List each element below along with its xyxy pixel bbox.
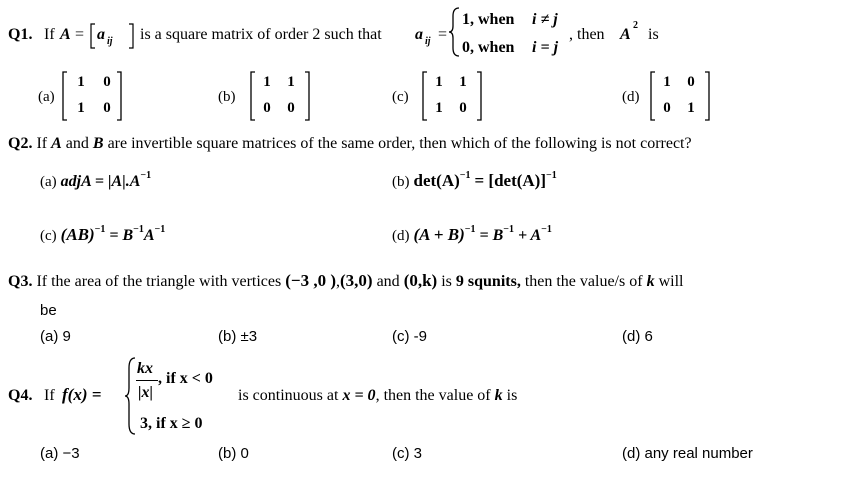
- matrix-cell: 0: [687, 74, 695, 90]
- q3-option-a: (a) 9: [40, 328, 71, 345]
- q2-option-a: [40, 170, 152, 191]
- q1-equals-2: =: [438, 26, 448, 43]
- q1-option-b-matrix: [248, 70, 312, 122]
- q3-option-b: (b) ±3: [218, 328, 258, 345]
- matrix-cell: 1: [263, 74, 271, 90]
- q3-number: Q3.: [8, 273, 33, 290]
- q4-fraction-bar: [136, 380, 158, 381]
- q4-if: If: [44, 387, 55, 404]
- q4-case2: 3, if x ≥ 0: [140, 415, 203, 432]
- q4-fx: f(x) =: [62, 385, 102, 404]
- q4-kx: kx: [137, 360, 153, 377]
- q1-case2-condition: i = j: [532, 39, 559, 56]
- matrix-cell: 1: [77, 74, 85, 90]
- matrix-cell: 1: [687, 100, 695, 116]
- q2-option-b-label: (b): [392, 174, 410, 190]
- q2-if: If: [36, 135, 48, 152]
- q2-option-c-expr3: A: [143, 227, 155, 244]
- q4-text2: , then the value of: [375, 387, 491, 404]
- q3-option-c: (c) -9: [392, 328, 427, 345]
- q4-text-line: [238, 387, 517, 405]
- q4-piecewise-brace: [124, 356, 138, 436]
- matrix-cell: 0: [287, 100, 295, 116]
- q1-then: , then: [569, 26, 605, 43]
- q4-k: k: [494, 387, 503, 404]
- q3-text1: If the area of the triangle with vertices: [36, 273, 282, 290]
- q2-number: Q2.: [8, 135, 33, 152]
- q2-and: and: [65, 135, 89, 152]
- q2-option-d-expr3: + A: [517, 227, 542, 244]
- q2-line: [8, 135, 692, 153]
- q4-x0: x = 0: [342, 387, 376, 404]
- q3-is: is: [441, 273, 452, 290]
- q2-option-c: [40, 225, 165, 245]
- q2-option-c-inverse2: −1: [133, 224, 144, 235]
- q1-text: is a square matrix of order 2 such that: [140, 26, 382, 43]
- matrix-cell: 1: [287, 74, 295, 90]
- q3-and: and: [376, 273, 400, 290]
- q1-equals: =: [75, 26, 85, 43]
- q2-option-d-inverse2: −1: [503, 224, 514, 235]
- matrix-cell: 1: [459, 74, 467, 90]
- q4-number: Q4.: [8, 387, 33, 404]
- q1-option-b-label: (b): [218, 89, 236, 105]
- q3-vertex1: (−3 ,0 ): [285, 271, 336, 290]
- q1-is: is: [648, 26, 659, 43]
- q2-option-b-expr1: det(A): [413, 171, 460, 190]
- q2-A: A: [51, 135, 62, 152]
- q2-option-d-expr1: (A + B): [413, 225, 465, 244]
- q2-option-a-label: (a): [40, 174, 57, 190]
- q1-a-ij: a: [415, 26, 423, 43]
- q2-option-c-inverse3: −1: [154, 224, 166, 235]
- q3-option-d: (d) 6: [622, 328, 653, 345]
- q3-will: will: [658, 273, 684, 290]
- q2-option-b: [392, 171, 557, 191]
- q1-a-ij-subscript: ij: [425, 36, 431, 47]
- matrix-cell: 0: [103, 100, 111, 116]
- q1-exponent: 2: [633, 20, 638, 31]
- q2-option-d-label: (d): [392, 228, 410, 244]
- q1-option-d-matrix: [648, 70, 712, 122]
- matrix-cell: 0: [459, 100, 467, 116]
- q1-option-a-label: (a): [38, 89, 55, 105]
- q4-option-b: (b) 0: [218, 445, 249, 462]
- matrix-cell: 1: [77, 100, 85, 116]
- q4-text1: is continuous at: [238, 387, 339, 404]
- q1-option-a-matrix: [60, 70, 124, 122]
- q3-area: 9 squnits,: [455, 273, 521, 290]
- q2-option-b-inverse1: −1: [459, 170, 471, 181]
- q3-comma: ,: [336, 273, 340, 290]
- q2-option-c-expr2: = B: [109, 227, 134, 244]
- q3-vertex2: (3,0): [340, 271, 373, 290]
- q2-B: B: [92, 135, 104, 152]
- q1-option-d-label: (d): [622, 89, 640, 105]
- q4-option-a: (a) −3: [40, 445, 80, 462]
- q2-option-b-inverse2: −1: [546, 170, 557, 181]
- q4-case1: , if x < 0: [158, 370, 213, 387]
- matrix-cell: 0: [663, 100, 671, 116]
- q2-option-d-inverse1: −1: [464, 224, 476, 235]
- q1-A-squared: A: [620, 26, 631, 43]
- q1-element-subscript: ij: [107, 36, 113, 47]
- q4-option-c: (c) 3: [392, 445, 422, 462]
- q2-option-c-inverse1: −1: [94, 224, 106, 235]
- q3-vertex3: (0,k): [403, 271, 438, 290]
- q4-abs-x: |x|: [138, 384, 154, 401]
- q1-option-c-matrix: [420, 70, 484, 122]
- q3-k: k: [646, 273, 655, 290]
- q1-element-a: a: [97, 26, 105, 43]
- q2-option-a-inverse: −1: [140, 170, 152, 181]
- matrix-cell: 0: [263, 100, 271, 116]
- q2-option-c-label: (c): [40, 228, 57, 244]
- q3-line1: [8, 271, 683, 291]
- matrix-cell: 0: [103, 74, 111, 90]
- q3-text2: then the value/s of: [524, 273, 643, 290]
- matrix-cell: 1: [435, 74, 443, 90]
- q2-option-d-expr2: = B: [479, 227, 504, 244]
- q1-matrix-name: A: [60, 26, 71, 43]
- q2-option-a-expr: adjA = |A|.A: [60, 173, 141, 190]
- q1-number: Q1.: [8, 26, 33, 43]
- q2-text: are invertible square matrices of the same order, then which of the following is not correct?: [107, 135, 692, 152]
- q1-case2-value: 0, when: [462, 39, 515, 56]
- q2-option-c-expr1: (AB): [60, 225, 95, 244]
- q4-is: is: [506, 387, 518, 404]
- matrix-cell: 1: [663, 74, 671, 90]
- q2-option-b-expr2: = [det(A)]: [474, 171, 546, 190]
- q1-case1-condition: i ≠ j: [532, 11, 558, 28]
- q2-option-d-inverse3: −1: [541, 224, 552, 235]
- q4-option-d: (d) any real number: [622, 445, 753, 462]
- q1-option-c-label: (c): [392, 89, 409, 105]
- q1-if: If: [44, 26, 55, 43]
- q2-option-d: [392, 225, 552, 245]
- q1-case1-value: 1, when: [462, 11, 515, 28]
- q1-piecewise-brace: [448, 6, 462, 58]
- q3-be: be: [40, 302, 57, 319]
- matrix-cell: 1: [435, 100, 443, 116]
